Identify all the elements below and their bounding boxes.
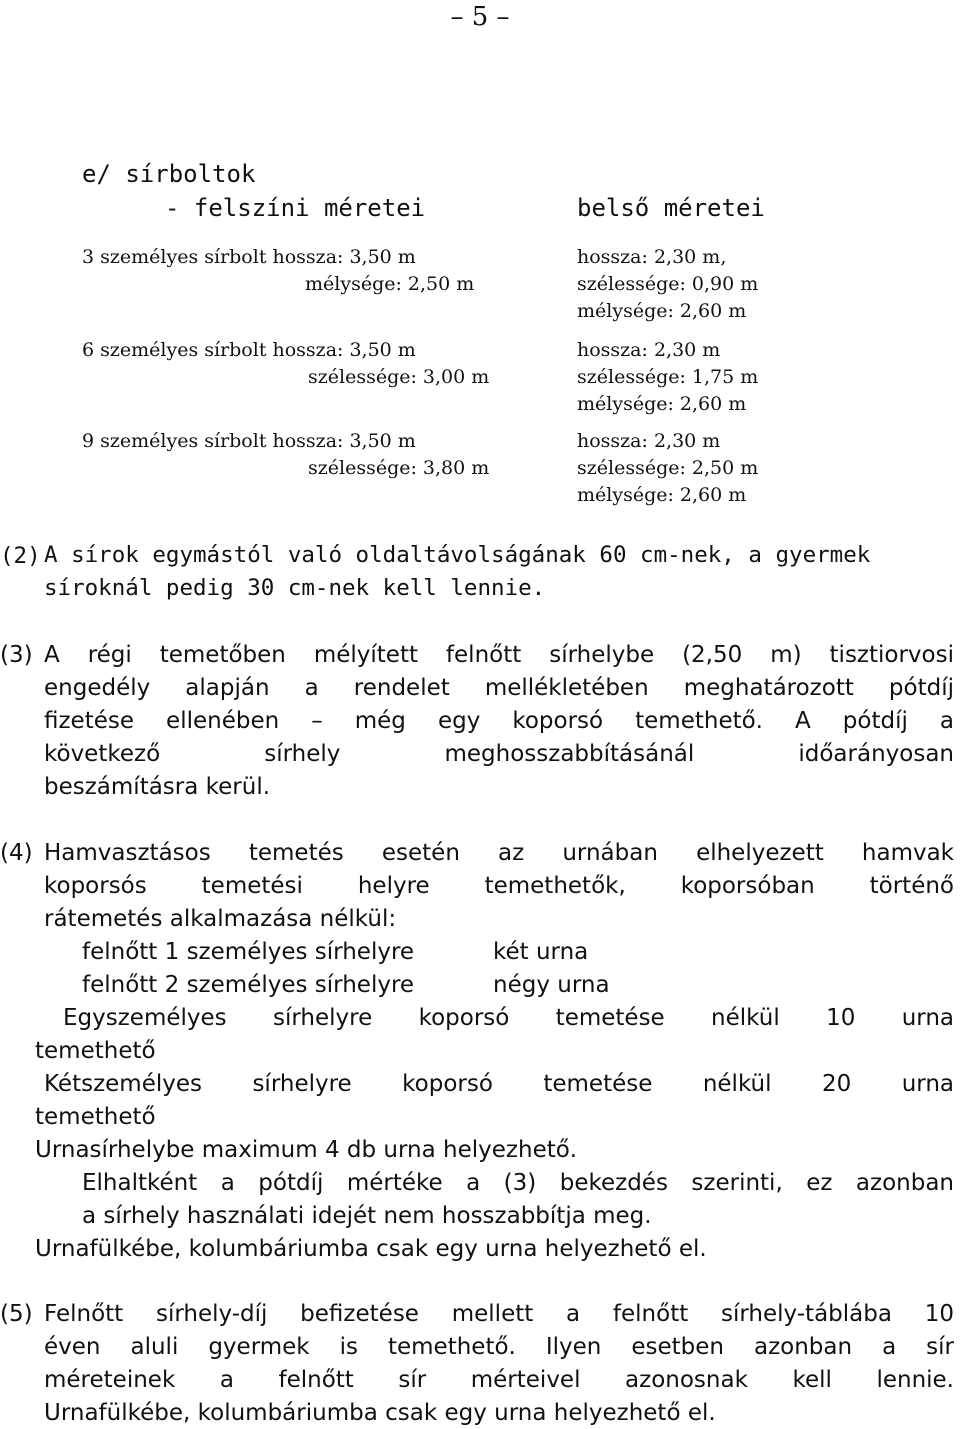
vault-9-inner-width: szélessége: 2,50 m <box>577 457 759 479</box>
section-e-title: e/ sírboltok <box>82 160 256 188</box>
inner-dimensions-label: belső méretei <box>577 194 765 222</box>
vault-9-surface-length: 9 személyes sírbolt hossza: 3,50 m <box>82 430 416 452</box>
urn-row-2-label: felnőtt 2 személyes sírhelyre <box>82 972 415 998</box>
vault-9-inner-length: hossza: 2,30 m <box>577 430 721 452</box>
surface-dimensions-label: - felszíni méretei <box>165 194 426 222</box>
urn-row-1-label: felnőtt 1 személyes sírhelyre <box>82 939 415 965</box>
paragraph-5-line-3: méreteinek a felnőtt sír mérteivel azonosnak kell lennie. <box>44 1367 954 1393</box>
urn-row-1-value: két urna <box>493 939 589 965</box>
vault-9-surface-width: szélessége: 3,80 m <box>308 457 490 479</box>
vault-9-inner-depth: mélysége: 2,60 m <box>577 484 747 506</box>
paragraph-5-line-4: Urnafülkébe, kolumbáriumba csak egy urna helyezhető el. <box>44 1400 716 1426</box>
vault-6-surface-length: 6 személyes sírbolt hossza: 3,50 m <box>82 339 416 361</box>
paragraph-4-line-3: rátemetés alkalmazása nélkül: <box>44 906 397 932</box>
paragraph-5-number: (5) <box>0 1301 33 1327</box>
paragraph-2-line-2: síroknál pedig 30 cm-nek kell lennie. <box>44 575 546 601</box>
vault-6-inner-depth: mélysége: 2,60 m <box>577 393 747 415</box>
urn-niche-note: Urnafülkébe, kolumbáriumba csak egy urna helyezhető el. <box>35 1236 707 1262</box>
urn-grave-max: Urnasírhelybe maximum 4 db urna helyezhető. <box>35 1137 578 1163</box>
paragraph-3-line-2: engedély alapján a rendelet mellékletében meghatározott pótdíj <box>44 675 954 701</box>
paragraph-5-line-2: éven aluli gyermek is temethető. Ilyen esetben azonban a sír <box>44 1334 954 1360</box>
single-grave-urn-line-2: temethető <box>35 1038 156 1064</box>
vault-3-surface-depth: mélysége: 2,50 m <box>305 273 475 295</box>
paragraph-3-number: (3) <box>0 642 33 668</box>
paragraph-4-line-1: Hamvasztásos temetés esetén az urnában elhelyezett hamvak <box>44 840 954 866</box>
vault-3-surface-length: 3 személyes sírbolt hossza: 3,50 m <box>82 246 416 268</box>
paragraph-4-number: (4) <box>0 840 33 866</box>
vault-3-inner-length: hossza: 2,30 m, <box>577 246 727 268</box>
paragraph-3-line-3: fizetése ellenében – még egy koporsó temethető. A pótdíj a <box>44 708 954 734</box>
paragraph-4-line-2: koporsós temetési helyre temethetők, koporsóban történő <box>44 873 954 899</box>
page-number: – 5 – <box>450 2 510 32</box>
deceased-fee-line-1: Elhaltként a pótdíj mértéke a (3) bekezdés szerinti, ez azonban <box>82 1170 954 1196</box>
vault-3-inner-width: szélessége: 0,90 m <box>577 273 759 295</box>
paragraph-3-line-1: A régi temetőben mélyített felnőtt sírhelybe (2,50 m) tisztiorvosi <box>44 642 954 668</box>
paragraph-2-number: (2) <box>0 543 41 569</box>
vault-6-surface-width: szélessége: 3,00 m <box>308 366 490 388</box>
double-grave-urn-line-1: Kétszemélyes sírhelyre koporsó temetése nélkül 20 urna <box>44 1071 954 1097</box>
paragraph-2-line-1: A sírok egymástól való oldaltávolságának 60 cm-nek, a gyermek <box>44 542 871 568</box>
vault-6-inner-width: szélessége: 1,75 m <box>577 366 759 388</box>
double-grave-urn-line-2: temethető <box>35 1104 156 1130</box>
paragraph-3-line-4: következő sírhely meghosszabbításánál időarányosan <box>44 741 954 767</box>
vault-3-inner-depth: mélysége: 2,60 m <box>577 300 747 322</box>
deceased-fee-line-2: a sírhely használati idejét nem hosszabbítja meg. <box>82 1203 652 1229</box>
vault-6-inner-length: hossza: 2,30 m <box>577 339 721 361</box>
single-grave-urn-line-1: Egyszemélyes sírhelyre koporsó temetése nélkül 10 urna <box>63 1005 954 1031</box>
paragraph-3-line-5: beszámításra kerül. <box>44 774 271 800</box>
urn-row-2-value: négy urna <box>493 972 610 998</box>
paragraph-5-line-1: Felnőtt sírhely-díj befizetése mellett a felnőtt sírhely-táblába 10 <box>44 1301 954 1327</box>
